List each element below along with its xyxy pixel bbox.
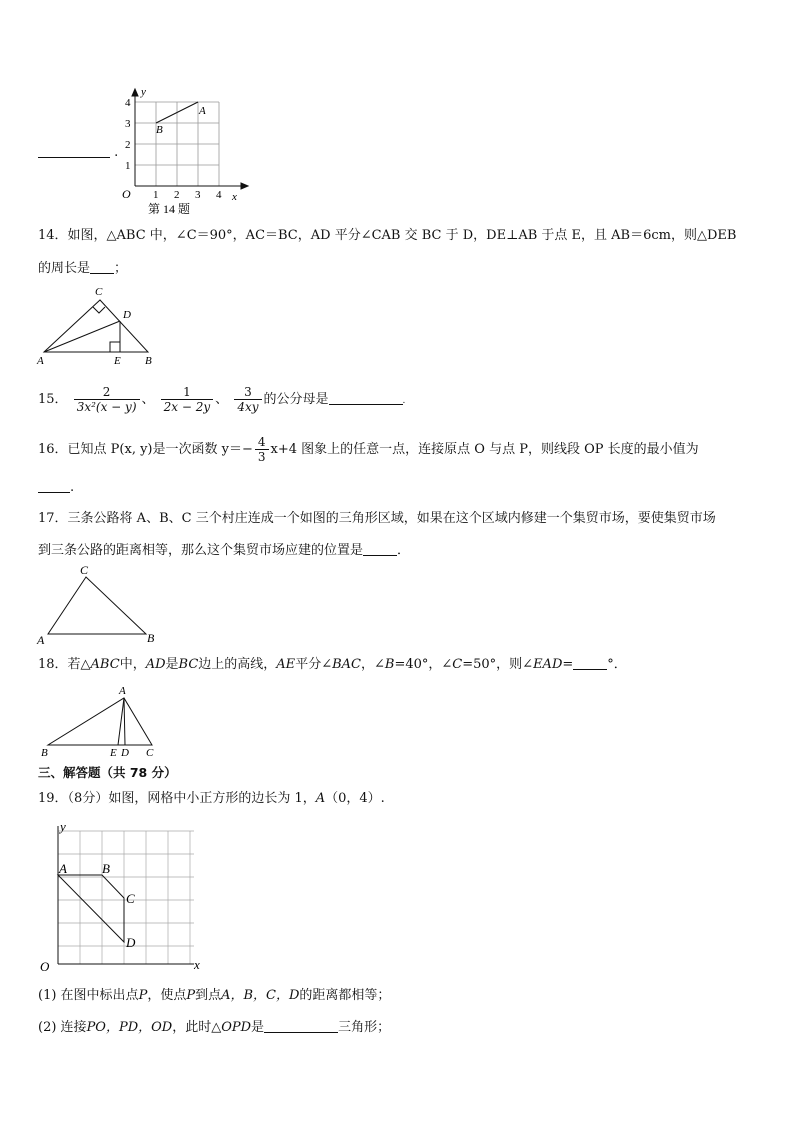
- answer-blank: [264, 1018, 338, 1033]
- q17-line1: 17．三条公路将 A、B、C 三个村庄连成一个如图的三角形区域，如果在这个区域内修建一个集贸市场，要使集贸市场: [38, 511, 716, 526]
- fraction-4-3: $\frac{4}{3}$: [255, 435, 269, 464]
- q15-line: 15． $\frac{2}{\text{3x²(x − y)}}$ 、 $\frac{1}{2x - 2y}$ 、 $\frac{3}{4xy}$ 的公分母是 .: [38, 385, 406, 414]
- answer-blank: [38, 143, 110, 158]
- q19-sub2: (2) 连接PO，PD，OD，此时△OPD是 三角形；: [38, 1020, 391, 1035]
- figure-q14-triangle: [30, 282, 160, 370]
- y-tick-2: 2: [125, 139, 131, 151]
- y-axis-label: y: [60, 819, 66, 834]
- fraction-1: $\frac{2}{\text{3x²(x − y)}}$: [74, 385, 140, 414]
- x-tick-3: 3: [195, 189, 201, 201]
- vertex-a-label: A: [119, 685, 126, 697]
- figure-q17-triangle: [34, 562, 164, 646]
- y-tick-3: 3: [125, 118, 131, 130]
- vertex-a-label: A: [37, 355, 44, 367]
- q19-line: 19．（8分）如图，网格中小正方形的边长为 1，A（0，4）.: [38, 791, 385, 806]
- answer-blank: [329, 390, 403, 405]
- point-b-label: B: [156, 124, 163, 136]
- y-tick-4: 4: [125, 97, 131, 109]
- origin-label: O: [40, 959, 50, 974]
- q14-line2: 的周长是 ；: [38, 261, 128, 276]
- point-b-label: B: [102, 861, 110, 876]
- q16-line2: .: [38, 478, 74, 497]
- y-axis-label: y: [141, 86, 146, 98]
- point-a-label: A: [199, 105, 206, 117]
- answer-blank: [90, 259, 114, 274]
- point-c-label: C: [126, 891, 135, 906]
- vertex-a-label: A: [37, 633, 45, 646]
- point-e-label: E: [110, 747, 117, 759]
- q14-line1: 14．如图，△ABC 中，∠C＝90°，AC＝BC，AD 平分∠CAB 交 BC 于 D，DE⊥AB 于点 E，且 AB＝6cm，则△DEB: [38, 228, 737, 243]
- point-d-label: D: [126, 935, 136, 950]
- vertex-c-label: C: [80, 563, 89, 577]
- q16-line1: 16．已知点 P(x, y)是一次函数 y＝− $\frac{4}{3}$ x+4 图象上的任意一点，连接原点 O 与点 P，则线段 OP 长度的最小值为: [38, 435, 699, 464]
- shape-abcd: [58, 875, 124, 942]
- answer-blank: [38, 478, 70, 493]
- period: .: [114, 145, 119, 160]
- q13-tail: [38, 143, 118, 162]
- fraction-2: $\frac{1}{2x - 2y}$: [161, 385, 214, 414]
- vertex-b-label: B: [145, 355, 152, 367]
- answer-blank: [573, 655, 607, 670]
- point-d-label: D: [123, 309, 131, 321]
- point-d-label: D: [121, 747, 129, 759]
- q19-sub1: (1) 在图中标出点P，使点P到点A，B，C，D的距离都相等；: [38, 988, 391, 1003]
- point-a-label: A: [59, 861, 67, 876]
- section-3-title: 三、解答题（共 78 分）: [38, 765, 177, 780]
- answer-blank: [363, 541, 397, 556]
- x-tick-1: 1: [153, 189, 159, 201]
- x-tick-4: 4: [216, 189, 222, 201]
- figure-q19-grid: [36, 818, 212, 976]
- figure-14-grid: [110, 84, 260, 220]
- x-axis-label: x: [232, 191, 237, 203]
- vertex-b-label: B: [41, 747, 48, 759]
- q17-line2: 到三条公路的距离相等，那么这个集贸市场应建的位置是 ．: [38, 543, 411, 558]
- figure-q18-triangle: [36, 682, 166, 762]
- x-axis-label: x: [194, 957, 200, 972]
- y-tick-1: 1: [125, 160, 131, 172]
- point-e-label: E: [114, 355, 121, 367]
- figure-caption: 第 14 题: [148, 202, 191, 216]
- q18-line: 18．若△ABC中，AD是BC边上的高线，AE平分∠BAC，∠B=40°，∠C=50°，则∠EAD= °．: [38, 657, 627, 672]
- x-tick-2: 2: [174, 189, 180, 201]
- vertex-c-label: C: [146, 747, 154, 759]
- vertex-c-label: C: [95, 286, 103, 298]
- origin-label: O: [122, 187, 131, 201]
- fraction-3: $\frac{3}{4xy}$: [234, 385, 261, 414]
- vertex-b-label: B: [147, 631, 155, 645]
